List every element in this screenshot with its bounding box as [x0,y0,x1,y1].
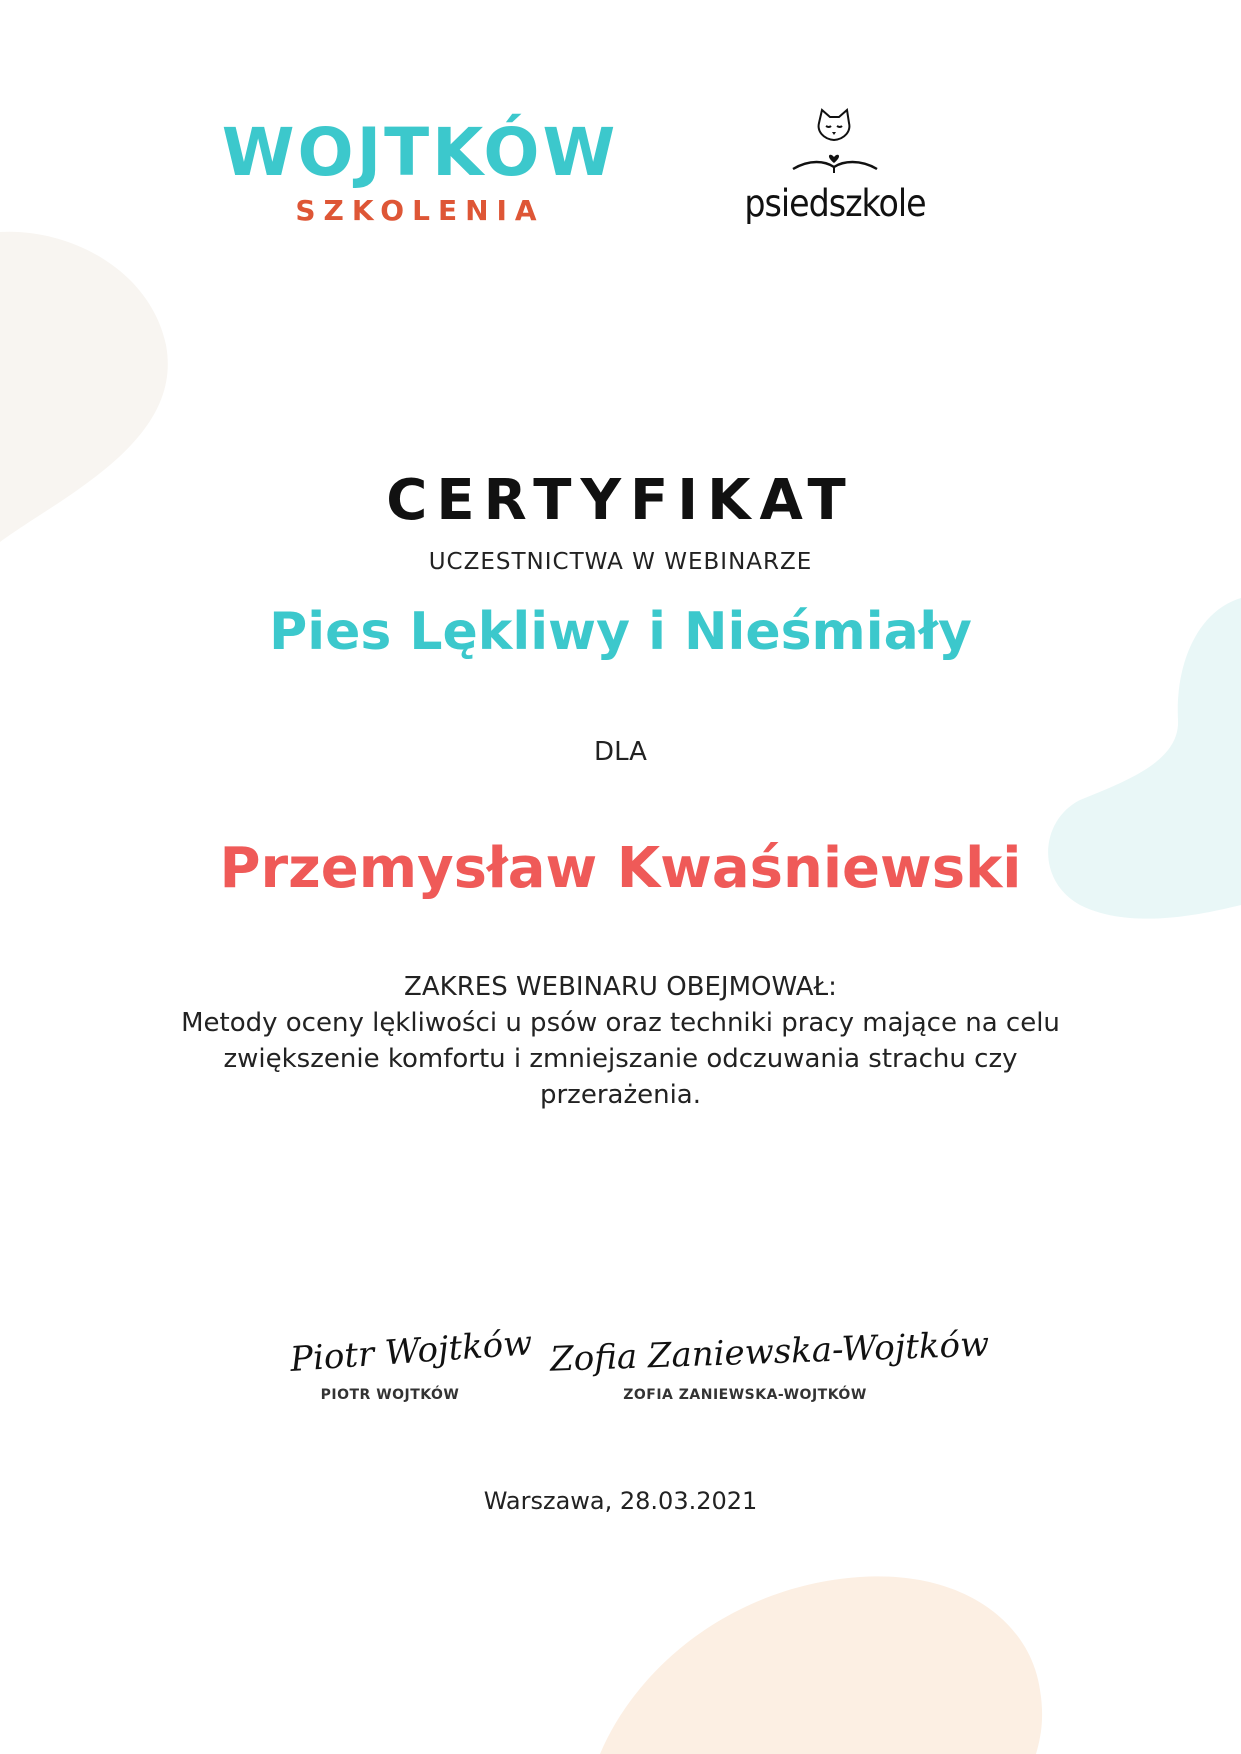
blob-peach-bottom [600,1576,1042,1754]
certificate-subtitle: UCZESTNICTWA W WEBINARZE [428,549,813,575]
handwritten-signature: Zofia Zaniewska-Wojtków [549,1324,990,1380]
wojtkow-szkolenia-logo [220,114,620,228]
scope-heading: ZAKRES WEBINARU OBEJMOWAŁ: [404,972,837,1002]
signatory-name: PIOTR WOJTKÓW [320,1387,460,1403]
date-and-place: Warszawa, 28.03.2021 [483,1487,758,1515]
psiedszkole-logo [735,105,935,225]
scope-line: Metody oceny lękliwości u psów oraz techniki pracy mające na celu [181,1008,1060,1038]
webinar-scope [100,969,1141,1113]
certificate-title: CERTYFIKAT [386,468,855,533]
logo-szkolenia-wordmark: SZKOLENIA [295,194,545,227]
signature-piotr-wojtkow [288,1323,534,1403]
handwritten-signature: Piotr Wojtków [288,1323,534,1380]
logo-wojtkow-wordmark: WOJTKÓW [221,114,619,191]
signatory-name: ZOFIA ZANIEWSKA-WOJTKÓW [623,1387,867,1403]
cat-reading-book-icon [775,105,895,183]
participant-name: Przemysław Kwaśniewski [219,836,1022,901]
logo-psiedszkole-wordmark: psiedszkole [744,182,926,225]
for-label: DLA [594,737,647,767]
scope-line: zwiększenie komfortu i zmniejszanie odczuwania strachu czy [223,1044,1018,1074]
signature-zofia-zaniewska-wojtkow [549,1324,990,1403]
webinar-title: Pies Lękliwy i Nieśmiały [269,602,972,662]
scope-line: przerażenia. [539,1080,701,1110]
